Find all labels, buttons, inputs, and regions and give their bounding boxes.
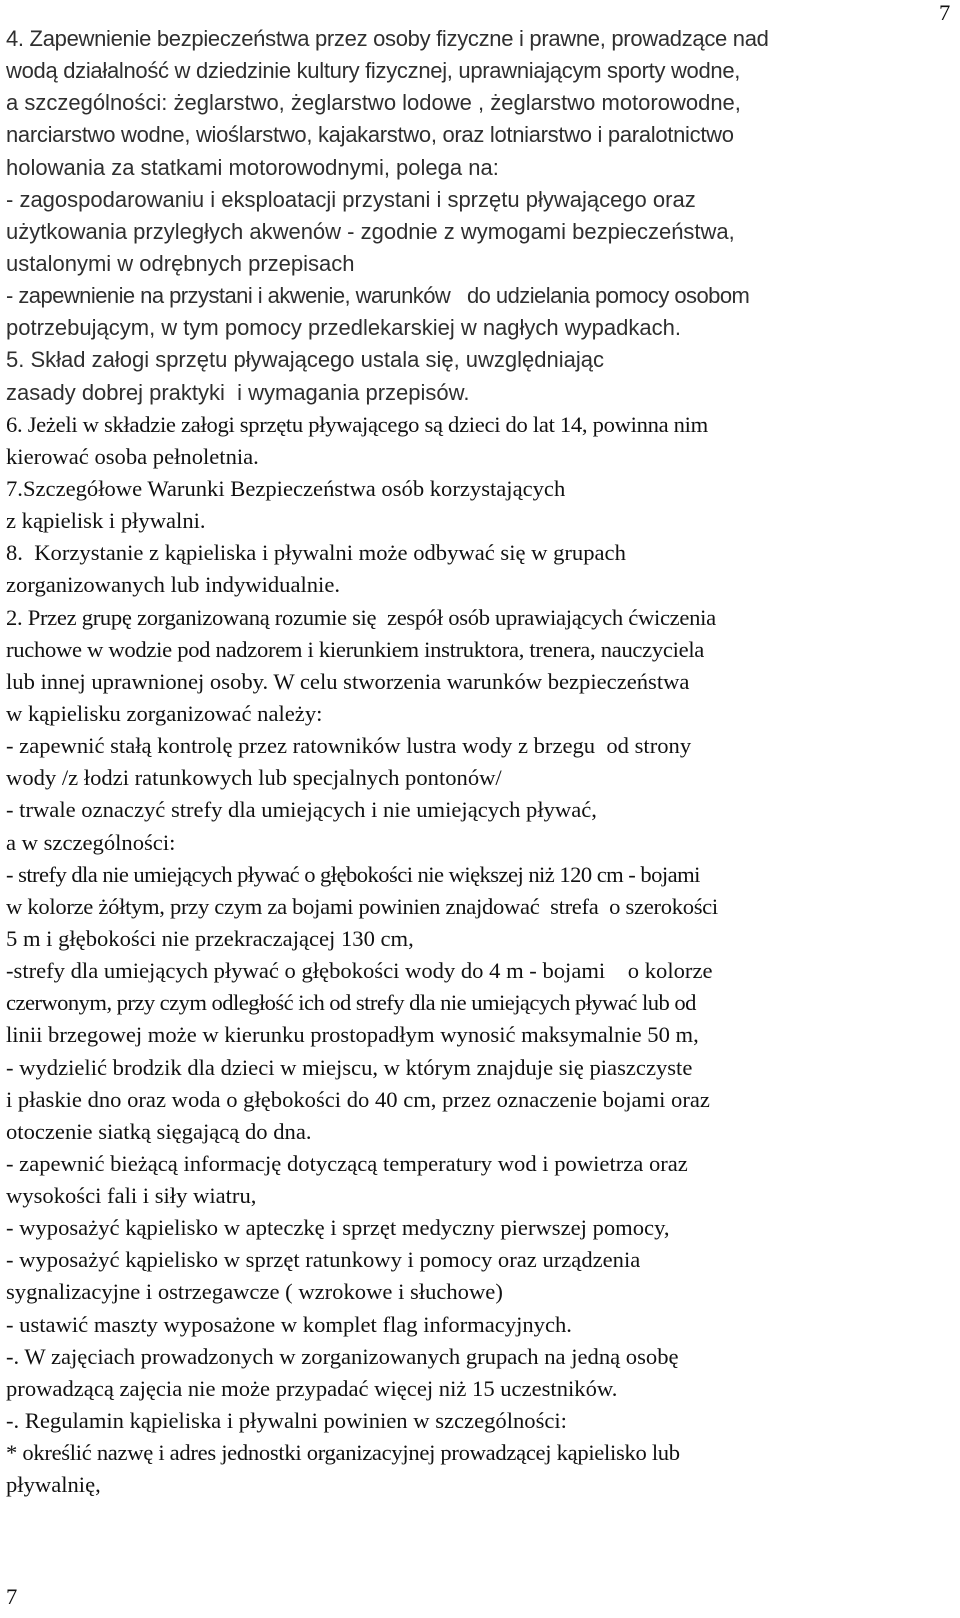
text-line: -. W zajęciach prowadzonych w zorganizowanych grupach na jedną osobę [6,1343,679,1369]
text-line: - zagospodarowaniu i eksploatacji przystani i sprzętu pływającego oraz [6,186,696,212]
text-line: lub innej uprawnionej osoby. W celu stworzenia warunków bezpieczeństwa [6,668,690,694]
text-line: prowadzącą zajęcia nie może przypadać więcej niż 15 uczestników. [6,1375,618,1401]
text-line: 5 m i głębokości nie przekraczającej 130 cm, [6,925,414,951]
page-number-bottom: 7 [6,1584,18,1609]
text-line: 5. Skład załogi sprzętu pływającego ustala się, uwzględniając [6,347,605,373]
text-line: -strefy dla umiejących pływać o głębokości wody do 4 m - bojami o kolorze [6,958,713,984]
text-line: sygnalizacyjne i ostrzegawcze ( wzrokowe i słuchowe) [6,1279,503,1305]
text-line: holowania za statkami motorowodnymi, polega na: [6,154,499,180]
text-line: - trwale oznaczyć strefy dla umiejących i nie umiejących pływać, [6,797,597,823]
page-number-top: 7 [939,0,951,25]
text-line: 4. Zapewnienie bezpieczeństwa przez osoby fizyczne i prawne, prowadzące nad [6,26,769,51]
text-line: - ustawić maszty wyposażone w komplet flag informacyjnych. [6,1311,572,1337]
text-line: ustalonymi w odrębnych przepisach [6,250,355,276]
text-line: a w szczególności: [6,829,176,855]
text-line: zorganizowanych lub indywidualnie. [6,572,341,598]
text-line: - wyposażyć kąpielisko w sprzęt ratunkowy i pomocy oraz urządzenia [6,1247,641,1273]
text-line: 2. Przez grupę zorganizowaną rozumie się zespół osób uprawiających ćwiczenia [6,604,716,630]
text-line: i płaskie dno oraz woda o głębokości do 40 cm, przez oznaczenie bojami oraz [6,1086,710,1112]
text-line: pływalnię, [6,1472,101,1498]
text-line: * określić nazwę i adres jednostki organizacyjnej prowadzącej kąpielisko lub [6,1440,680,1466]
text-line: a szczególności: żeglarstwo, żeglarstwo lodowe , żeglarstwo motorowodne, [6,90,741,116]
text-line: ruchowe w wodzie pod nadzorem i kierunkiem instruktora, trenera, nauczyciela [6,636,705,662]
text-line: wody /z łodzi ratunkowych lub specjalnych pontonów/ [6,765,502,791]
text-line: w kolorze żółtym, przy czym za bojami powinien znajdować strefa o szerokości [6,893,718,919]
text-line: otoczenie siatką sięgającą do dna. [6,1118,312,1144]
text-line: - strefy dla nie umiejących pływać o głębokości nie większej niż 120 cm - bojami [6,861,700,887]
text-line: użytkowania przyległych akwenów - zgodnie z wymogami bezpieczeństwa, [6,218,735,244]
text-line: 6. Jeżeli w składzie załogi sprzętu pływającego są dzieci do lat 14, powinna nim [6,411,708,437]
text-line: - zapewnienie na przystani i akwenie, warunków do udzielania pomocy osobom [6,283,750,309]
text-line: - wyposażyć kąpielisko w apteczkę i sprzęt medyczny pierwszej pomocy, [6,1215,670,1241]
text-line: - wydzielić brodzik dla dzieci w miejscu, w którym znajduje się piaszczyste [6,1054,693,1080]
text-line: - zapewnić stałą kontrolę przez ratowników lustra wody z brzegu od strony [6,733,692,759]
text-line: narciarstwo wodne, wioślarstwo, kajakarstwo, oraz lotniarstwo i paralotnictwo [6,122,734,148]
text-line: - zapewnić bieżącą informację dotyczącą temperatury wod i powietrza oraz [6,1150,688,1176]
text-line: -. Regulamin kąpieliska i pływalni powinien w szczególności: [6,1408,567,1434]
text-line: linii brzegowej może w kierunku prostopadłym wynosić maksymalnie 50 m, [6,1022,699,1048]
text-line: czerwonym, przy czym odległość ich od strefy dla nie umiejących pływać lub od [6,990,696,1016]
text-line: kierować osoba pełnoletnia. [6,443,259,469]
text-line: z kąpielisk i pływalni. [6,508,206,534]
text-line: 7.Szczegółowe Warunki Bezpieczeństwa osób korzystających [6,475,566,501]
text-line: potrzebującym, w tym pomocy przedlekarskiej w nagłych wypadkach. [6,315,681,341]
text-line: w kąpielisku zorganizować należy: [6,700,323,726]
text-line: 8. Korzystanie z kąpieliska i pływalni może odbywać się w grupach [6,540,626,566]
document-body [6,23,936,1501]
text-line: zasady dobrej praktyki i wymagania przepisów. [6,379,470,405]
text-line: wodą działalność w dziedzinie kultury fizycznej, uprawniającym sporty wodne, [6,58,741,84]
text-line: wysokości fali i siły wiatru, [6,1183,257,1209]
